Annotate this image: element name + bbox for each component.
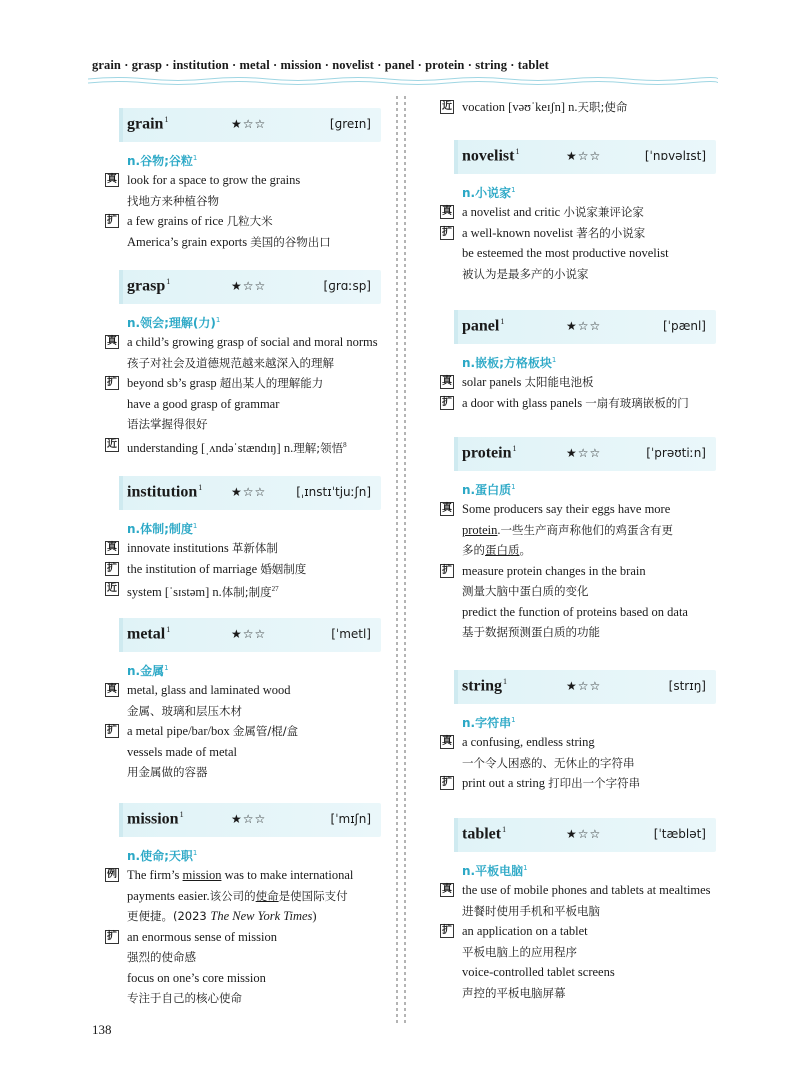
example-line: 扩 a few grains of rice 几粒大米 <box>107 214 273 228</box>
headword-bar <box>454 670 716 704</box>
part-of-speech: n.体制;制度$^1$ <box>127 522 198 536</box>
entry-panel <box>440 310 725 413</box>
synonym-line: 近 vocation [vəʊˈkeɪʃn] n.天职;使命 <box>442 100 628 114</box>
part-of-speech: n.蛋白质$^1$ <box>462 483 516 497</box>
kuo-tag: 扩 <box>107 930 117 942</box>
entry-grain <box>105 108 390 252</box>
translation-line: 专注于自己的核心使命 <box>127 991 242 1005</box>
translation-line: 声控的平板电脑屏幕 <box>462 985 566 1000</box>
example-line: America’s grain exports 美国的谷物出口 <box>127 234 331 249</box>
example-line: 更便捷。(2023 The New York Times) <box>127 909 317 923</box>
example-line: payments easier.该公司的使命是使国际支付 <box>127 888 348 903</box>
example-line: 扩 a well-known novelist 著名的小说家 <box>442 225 646 240</box>
zhen-tag: 真 <box>442 376 452 387</box>
entry-protein <box>440 437 725 643</box>
frequency-stars: ★☆☆ <box>566 319 602 333</box>
jin-tag: 近 <box>442 101 452 112</box>
headword: novelist$^1$ <box>462 147 520 165</box>
part-of-speech: n.领会;理解(力)$^1$ <box>127 316 221 330</box>
kuo-tag: 扩 <box>107 377 117 388</box>
example-line: 扩 measure protein changes in the brain <box>442 563 646 578</box>
phonetic: [ˌɪnstɪˈtjuːʃn] <box>296 485 371 499</box>
phonetic: [ˈmetl] <box>331 627 371 641</box>
translation-line: 语法掌握得很好 <box>127 417 208 431</box>
jin-tag: 近 <box>107 583 117 594</box>
example-line: 真 look for a space to grow the grains <box>107 173 301 187</box>
headword-bar <box>454 310 716 344</box>
translation-line: 平板电脑上的应用程序 <box>462 944 577 959</box>
translation-line: 强烈的使命感 <box>127 950 196 964</box>
phonetic: [ˈmɪʃn] <box>330 812 371 826</box>
kuo-tag: 扩 <box>107 725 117 736</box>
frequency-stars: ★☆☆ <box>231 279 267 293</box>
kuo-tag: 扩 <box>107 215 117 226</box>
jin-tag: 近 <box>107 438 117 450</box>
entry-tablet <box>440 818 725 1003</box>
headword: string$^1$ <box>462 677 507 695</box>
kuo-tag: 扩 <box>442 564 452 576</box>
headword: panel$^1$ <box>462 317 505 335</box>
example-line: 扩 beyond sb’s grasp 超出某人的理解能力 <box>107 376 324 390</box>
li-tag: 例 <box>107 869 117 880</box>
entry-novelist <box>440 140 725 284</box>
phonetic: [ˈprəʊtiːn] <box>646 446 706 460</box>
example-line: 扩 a door with glass panels 一扇有玻璃嵌板的门 <box>442 395 689 410</box>
example-line: 扩 an application on a tablet <box>442 924 588 938</box>
frequency-stars: ★☆☆ <box>566 827 602 841</box>
kuo-tag: 扩 <box>442 226 452 238</box>
frequency-stars: ★☆☆ <box>231 117 267 131</box>
translation-line: 找地方来种植谷物 <box>127 193 219 208</box>
phonetic: [ˈtæblət] <box>653 827 706 841</box>
part-of-speech: n.金属$^1$ <box>127 664 169 678</box>
headword-bar <box>119 618 381 652</box>
example-line: be esteemed the most productive novelist <box>462 246 669 260</box>
part-of-speech: n.谷物;谷粒$^1$ <box>127 154 198 168</box>
synonym-line: 近 understanding [ˌʌndəˈstændɪŋ] n.理解;领悟$^8$ <box>107 438 347 455</box>
zhen-tag: 真 <box>107 684 117 695</box>
zhen-tag: 真 <box>442 503 452 514</box>
example-line: 真 Some producers say their eggs have more <box>442 502 671 516</box>
example-line: 例 The firm’s mission was to make international <box>107 868 354 882</box>
frequency-stars: ★☆☆ <box>231 485 267 499</box>
frequency-stars: ★☆☆ <box>231 627 267 641</box>
translation-line: 孩子对社会及道德规范越来越深入的理解 <box>127 355 334 370</box>
page-number: 138 <box>92 1022 112 1037</box>
translation-line: 多的蛋白质。 <box>462 543 531 557</box>
header-wave-rule <box>88 76 718 86</box>
translation-line: 基于数据预测蛋白质的功能 <box>462 625 600 639</box>
zhen-tag: 真 <box>442 206 452 217</box>
frequency-stars: ★☆☆ <box>566 149 602 163</box>
column-divider <box>394 96 408 1026</box>
translation-line: 被认为是最多产的小说家 <box>462 266 589 281</box>
headword-bar <box>119 108 381 142</box>
translation-line: 一个令人困惑的、无休止的字符串 <box>462 755 635 770</box>
frequency-stars: ★☆☆ <box>566 446 602 460</box>
example-line: protein.一些生产商声称他们的鸡蛋含有更 <box>462 522 674 537</box>
part-of-speech: n.字符串$^1$ <box>462 716 516 730</box>
example-line: 真 metal, glass and laminated wood <box>107 683 291 697</box>
example-line: vessels made of metal <box>127 744 238 759</box>
example-line: 真 a child’s growing grasp of social and moral norms <box>107 335 378 349</box>
part-of-speech: n.嵌板;方格板块$^1$ <box>462 356 557 370</box>
headword: grasp$^1$ <box>127 277 171 295</box>
headword: protein$^1$ <box>462 444 517 462</box>
headword: tablet$^1$ <box>462 825 507 843</box>
example-line: voice-controlled tablet screens <box>462 965 615 979</box>
headword: institution$^1$ <box>127 483 203 501</box>
example-line: 扩 an enormous sense of mission <box>107 929 277 944</box>
translation-line: 进餐时使用手机和平板电脑 <box>462 903 600 918</box>
frequency-stars: ★☆☆ <box>566 679 602 693</box>
phonetic: [ɡrɑːsp] <box>323 279 371 293</box>
entry-mission <box>105 803 390 1009</box>
zhen-tag: 真 <box>442 884 452 895</box>
example-line: 真 a confusing, endless string <box>442 735 595 749</box>
example-line: 真 innovate institutions 革新体制 <box>107 541 278 555</box>
example-line: predict the function of proteins based on data <box>462 604 688 619</box>
example-line: 真 a novelist and critic 小说家兼评论家 <box>442 205 644 219</box>
part-of-speech: n.平板电脑$^1$ <box>462 864 528 878</box>
kuo-tag: 扩 <box>107 562 117 574</box>
zhen-tag: 真 <box>107 174 117 185</box>
entry-institution <box>105 476 390 603</box>
kuo-tag: 扩 <box>442 396 452 408</box>
example-line: 扩 the institution of marriage 婚姻制度 <box>107 561 307 576</box>
entry-metal <box>105 618 390 783</box>
translation-line: 金属、玻璃和层压木材 <box>127 703 242 718</box>
translation-line: 用金属做的容器 <box>127 765 208 779</box>
headword: metal$^1$ <box>127 625 171 643</box>
part-of-speech: n.小说家$^1$ <box>462 186 516 200</box>
example-line: have a good grasp of grammar <box>127 396 280 411</box>
example-line: 真 solar panels 太阳能电池板 <box>442 375 594 389</box>
headword-bar <box>119 476 381 510</box>
phonetic: [ˈpænl] <box>662 319 706 333</box>
phonetic: [strɪŋ] <box>668 679 706 693</box>
entry-grasp <box>105 270 390 458</box>
headword: grain$^1$ <box>127 115 169 133</box>
headword: mission$^1$ <box>127 810 184 828</box>
phonetic: [ˈnɒvəlɪst] <box>644 149 706 163</box>
entry-string <box>440 670 725 794</box>
frequency-stars: ★☆☆ <box>231 812 267 826</box>
example-line: 扩 a metal pipe/bar/box 金属管/棍/盒 <box>107 724 299 738</box>
part-of-speech: n.使命;天职$^1$ <box>127 849 198 863</box>
zhen-tag: 真 <box>107 336 117 347</box>
headword-bar <box>119 803 381 837</box>
synonym-line: 近 system [ˈsɪstəm] n.体制;制度$^{27}$ <box>107 583 279 600</box>
kuo-tag: 扩 <box>442 925 452 936</box>
phonetic: [ɡreɪn] <box>329 117 371 131</box>
zhen-tag: 真 <box>107 542 117 553</box>
example-line: focus on one’s core mission <box>127 970 266 985</box>
headword-bar <box>454 437 716 471</box>
example-line: 扩 print out a string 打印出一个字符串 <box>442 776 641 790</box>
translation-line: 测量大脑中蛋白质的变化 <box>462 584 589 598</box>
synonym-vocation <box>440 97 725 118</box>
zhen-tag: 真 <box>442 736 452 747</box>
kuo-tag: 扩 <box>442 777 452 788</box>
headword-bar <box>119 270 381 304</box>
running-header: grain · grasp · institution · metal · mission · novelist · panel · protein · string · tablet <box>92 58 549 72</box>
headword-bar <box>454 818 716 852</box>
example-line: 真 the use of mobile phones and tablets at mealtimes <box>442 883 711 897</box>
headword-bar <box>454 140 716 174</box>
